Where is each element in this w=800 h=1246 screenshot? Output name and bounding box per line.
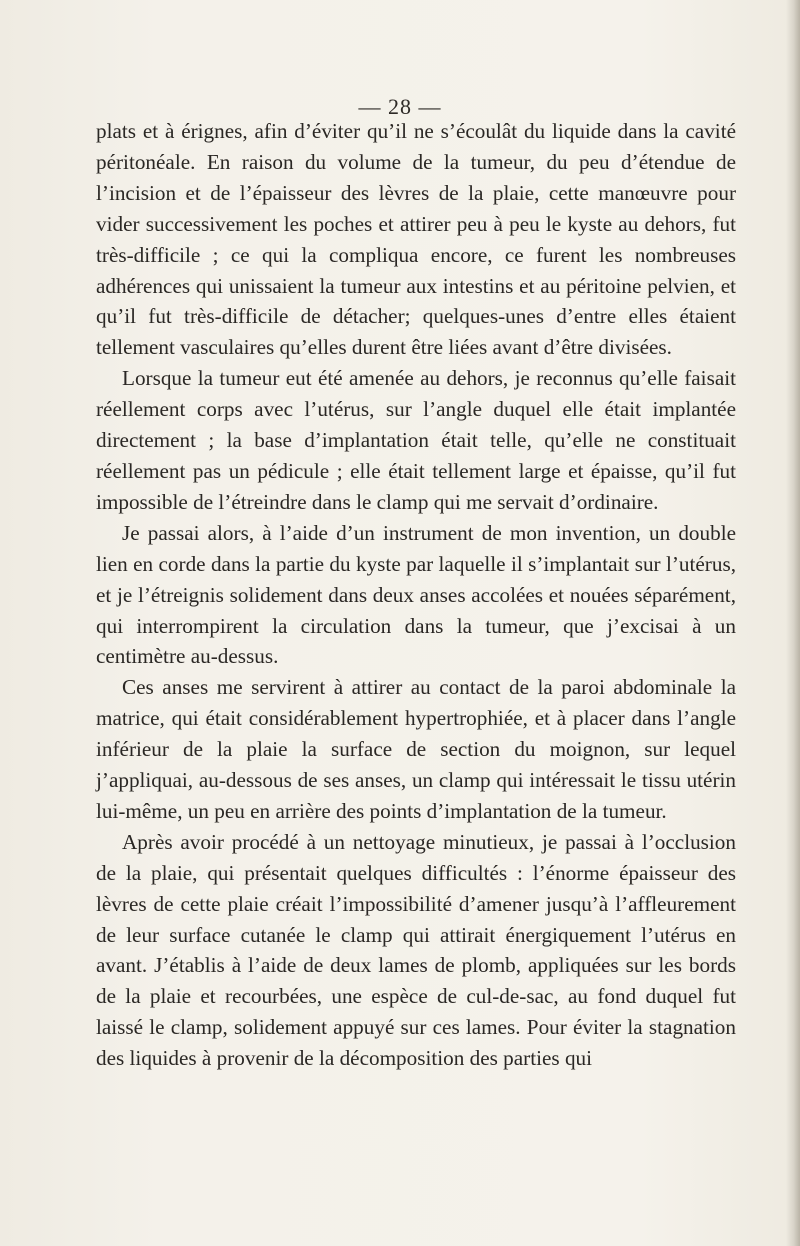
paragraph-2: Lorsque la tumeur eut été amenée au dehors, je reconnus qu’elle faisait réellement corps avec l’utérus, sur l’angle duquel elle était implantée directement ; la base d’implantation était telle, qu’elle ne constituait réellement pas un pédicule ; elle était tellement large et épaisse, qu’il fut impossible de l’étreindre dans le clamp qui me servait d’ordinaire. [96,366,736,514]
page-edge-shadow [786,0,800,1246]
paragraph-1: plats et à érignes, afin d’éviter qu’il ne s’écoulât du liquide dans la cavité péritonéale. En raison du volume de la tumeur, du peu d’étendue de l’incision et de l’épaisseur des lèvres de la plaie, cette manœuvre pour vider successivement les poches et attirer peu à peu le kyste au dehors, fut très-difficile ; ce qui la compliqua encore, ce furent les nombreuses adhérences qui unissaient la tumeur aux intestins et au péritoine pelvien, et qu’il fut très-difficile de détacher; quelques-unes d’entre elles étaient tellement vasculaires qu’elles durent être liées avant d’être divisées. [96,119,736,360]
page-number-header: — 28 — [358,94,442,119]
paragraph-5: Après avoir procédé à un nettoyage minutieux, je passai à l’occlusion de la plaie, qui présentait quelques difficultés : l’énorme épaisseur des lèvres de cette plaie créait l’impossibilité d’amener jusqu’à l’affleurement de leur surface cutanée le clamp qui attirait énergiquement l’utérus en avant. J’établis à l’aide de deux lames de plomb, appliquées sur les bords de la plaie et recourbées, une espèce de cul-de-sac, au fond duquel fut laissé le clamp, solidement appuyé sur ces lames. Pour éviter la stagnation des liquides à provenir de la décomposition des parties qui [96,829,736,1071]
body-text [96,116,736,1074]
paragraph-4: Ces anses me servirent à attirer au contact de la paroi abdominale la matrice, qui était considérablement hypertrophiée, et à placer dans l’angle inférieur de la plaie la surface de section du moignon, sur lequel j’appliquai, au-dessous de ses anses, un clamp qui intéressait le tissu utérin lui-même, un peu en arrière des points d’implantation de la tumeur. [96,675,736,823]
paragraph-3: Je passai alors, à l’aide d’un instrument de mon invention, un double lien en corde dans la partie du kyste par laquelle il s’implantait sur l’utérus, et je l’étreignis solidement dans deux anses accolées et nouées séparément, qui interrompirent la circulation dans la tumeur, que j’excisai à un centimètre au-dessus. [96,520,736,669]
